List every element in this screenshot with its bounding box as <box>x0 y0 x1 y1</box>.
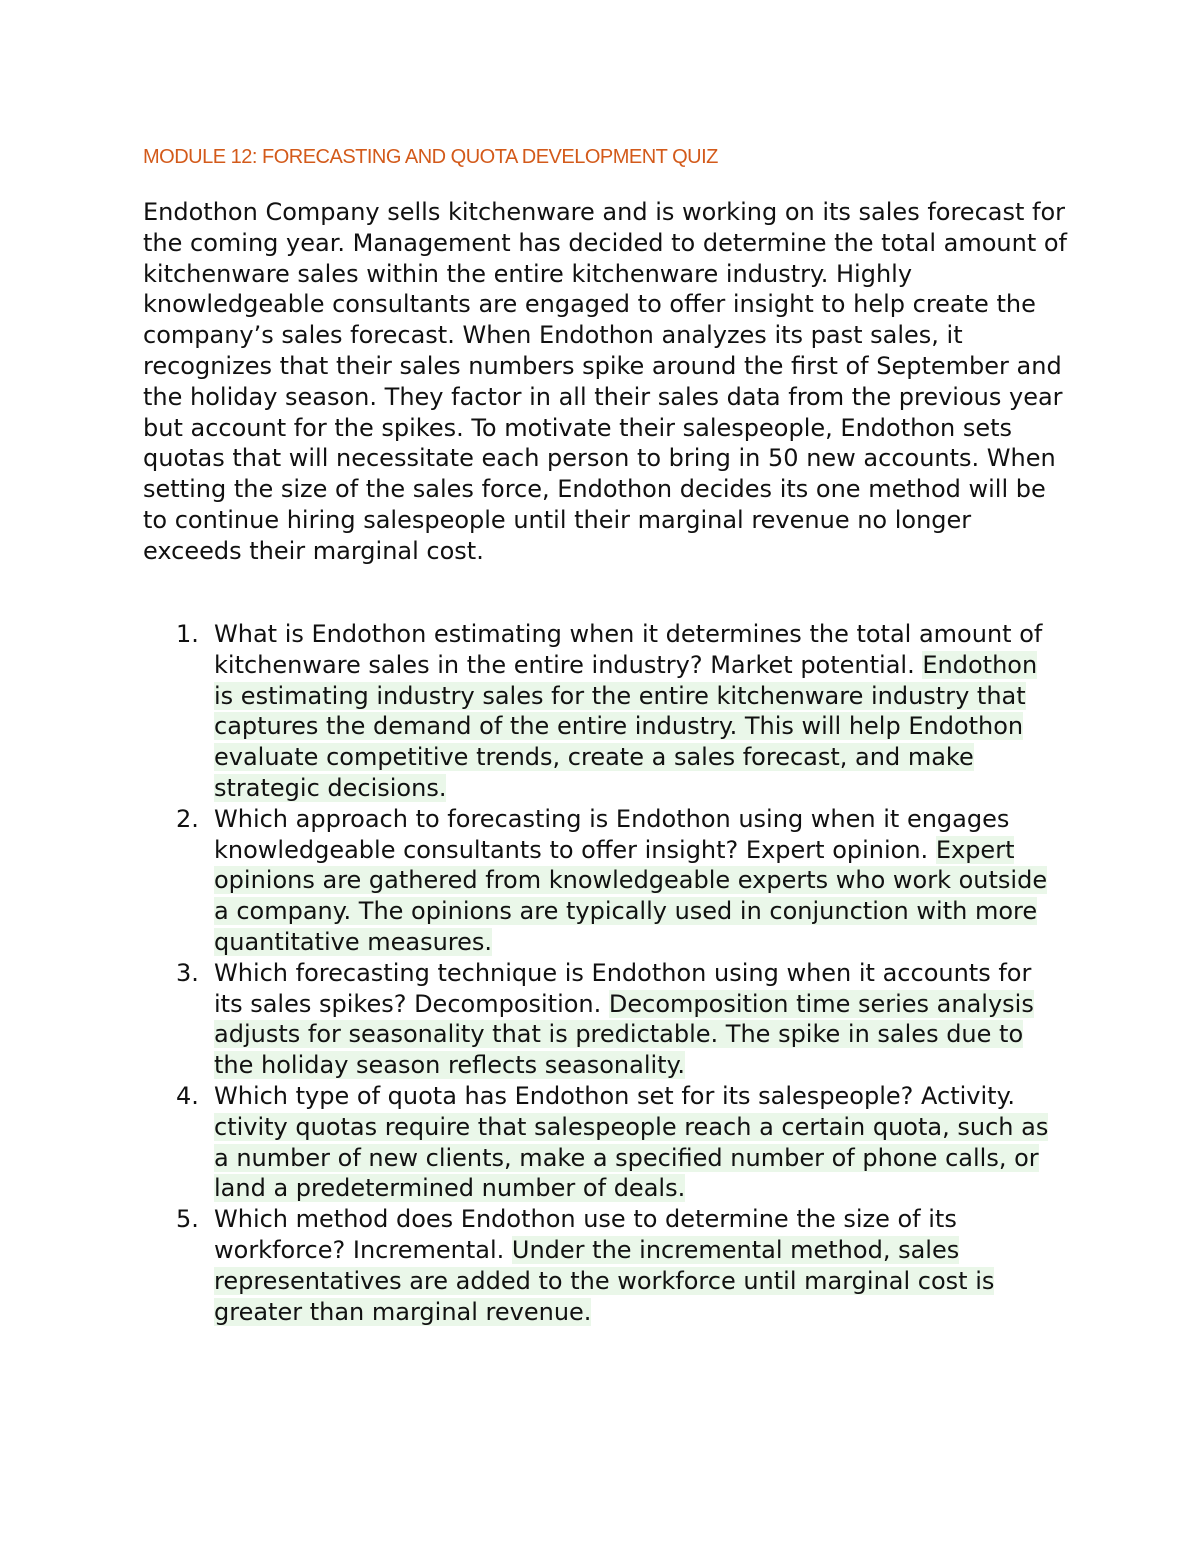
intro-paragraph: Endothon Company sells kitchenware and is working on its sales forecast for the coming year. Management has decided to determine the total amount of kitchenware sales within the entire kitchenware industry. Highly knowledgeable consultants are engaged to offer insight to help create the company’s sales forecast. When Endothon analyzes its past sales, it recognizes that their sales numbers spike around the first of September and the holiday season. They factor in all their sales data from the previous year but account for the spikes. To motivate their salespeople, Endothon sets quotas that will necessitate each person to bring in 50 new accounts. When setting the size of the sales force, Endothon decides its one method will be to continue hiring salespeople until their marginal revenue no longer exceeds their marginal cost. <box>143 198 1067 565</box>
answer-explanation: Expert opinions are gathered from knowledgeable experts who work outside a company. The opinions are typically used in conjunction with more quantitative measures. <box>214 835 1048 956</box>
question-text: Which forecasting technique is Endothon using when it accounts for its sales spikes? Decomposition. <box>214 958 1032 1018</box>
question-text: Which method does Endothon use to determine the size of its workforce? Incremental. <box>214 1205 957 1264</box>
question-number: 2. <box>176 804 199 833</box>
question-item <box>143 958 1063 1081</box>
question-item <box>143 804 1063 958</box>
question-item <box>143 1204 1063 1327</box>
question-item <box>143 619 1063 804</box>
question-number: 4. <box>176 1081 199 1110</box>
question-number: 3. <box>176 958 199 987</box>
answer-explanation: Under the incremental method, sales representatives are added to the workforce until marginal cost is greater than marginal revenue. <box>214 1235 995 1326</box>
question-item <box>143 1081 1063 1204</box>
question-number: 1. <box>176 620 199 648</box>
question-text: Which type of quota has Endothon set for its salespeople? Activity. <box>214 1081 1015 1110</box>
answer-explanation: ctivity quotas require that salespeople reach a certain quota, such as a number of new clients, make a specified number of phone calls, or land a predetermined number of deals. <box>214 1112 1049 1203</box>
document-title: MODULE 12: FORECASTING AND QUOTA DEVELOPMENT QUIZ <box>143 146 718 168</box>
question-text: Which approach to forecasting is Endothon using when it engages knowledgeable consultants to offer insight? Expert opinion. <box>214 804 1010 864</box>
answer-explanation: Decomposition time series analysis adjusts for seasonality that is predictable. The spike in sales due to the holiday season reflects seasonality. <box>214 989 1034 1080</box>
answer-explanation: Endothon is estimating industry sales for the entire kitchenware industry that captures the demand of the entire industry. This will help Endothon evaluate competitive trends, create a sales forecast, and make strategic decisions. <box>214 650 1038 802</box>
question-list <box>143 619 1063 1327</box>
question-text: What is Endothon estimating when it determines the total amount of kitchenware sales in the entire industry? Market potential. <box>214 620 1043 679</box>
question-number: 5. <box>176 1205 199 1234</box>
